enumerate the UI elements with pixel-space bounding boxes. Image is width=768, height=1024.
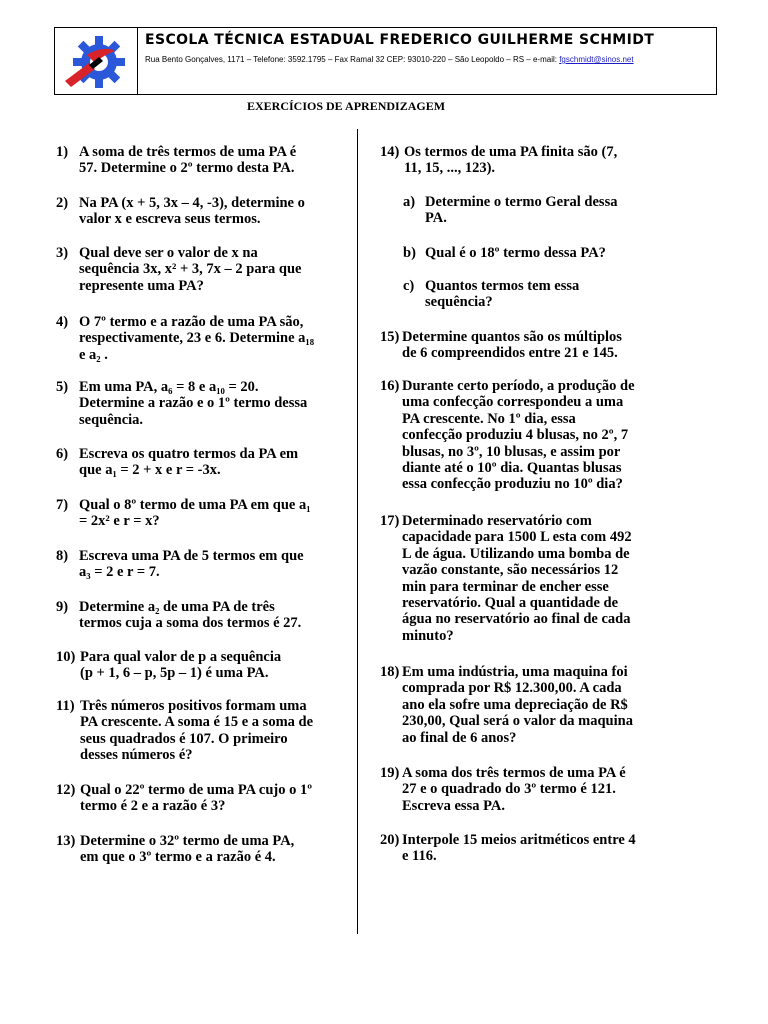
- exercise-1-line: A soma de três termos de uma PA é: [79, 144, 297, 160]
- exercise-11: [56, 698, 350, 764]
- exercise-14-part-a-line: Determine o termo Geral dessa: [425, 194, 618, 210]
- exercise-17-line: min para terminar de encher esse: [402, 578, 609, 595]
- exercise-18-line: ano ela sofre uma depreciação de R$: [402, 696, 628, 713]
- address-text: Rua Bento Gonçalves, 1171 – Telefone: 3592.1795 – Fax Ramal 32 CEP: 93010-220 – São Leopoldo – RS – e-mail:: [145, 55, 560, 64]
- exercise-18-line: Em uma indústria, uma maquina foi: [402, 664, 628, 680]
- exercise-3: [56, 245, 349, 294]
- exercise-20: [380, 832, 672, 865]
- exercise-18-number: 18): [380, 664, 400, 680]
- exercise-6: [56, 446, 349, 479]
- exercise-20-number: 20): [380, 832, 400, 848]
- email-link[interactable]: fgschmidt@sinos.net: [559, 55, 634, 64]
- exercise-8-line: a₃ = 2 e r = 7.: [79, 564, 160, 581]
- exercise-13: [56, 833, 350, 866]
- exercise-17-line: L de água. Utilizando uma bomba de: [402, 545, 630, 562]
- exercise-2-number: 2): [56, 195, 69, 211]
- exercise-19-number: 19): [380, 765, 400, 781]
- exercise-15: [380, 329, 672, 362]
- exercise-16-line: PA crescente. No 1º dia, essa: [402, 410, 576, 427]
- exercise-12: [56, 782, 350, 815]
- header-divider: [137, 28, 138, 94]
- exercise-9: [56, 599, 349, 632]
- exercise-19: [380, 765, 672, 814]
- exercise-19-line: A soma dos três termos de uma PA é: [402, 765, 626, 781]
- exercise-11-line: PA crescente. A soma é 15 e a soma de: [80, 714, 314, 731]
- exercise-16-line: confecção produziu 4 blusas, no 2º, 7: [402, 427, 629, 444]
- exercise-18-line: comprada por R$ 12.300,00. A cada: [402, 680, 622, 697]
- exercise-4-line: e a₂ .: [79, 346, 108, 363]
- exercise-5-line: Determine a razão e o 1º termo dessa: [79, 395, 308, 412]
- exercise-17-line: vazão constante, são necessários 12: [402, 562, 619, 579]
- exercise-17-line: água no reservatório ao final de cada: [402, 611, 631, 628]
- exercise-4-line: O 7º termo e a razão de uma PA são,: [79, 314, 304, 330]
- exercise-6-line: que a₁ = 2 + x e r = -3x.: [79, 462, 221, 479]
- exercise-10: [56, 649, 350, 682]
- exercise-8-line: Escreva uma PA de 5 termos em que: [79, 548, 304, 564]
- exercise-17: [380, 513, 672, 644]
- exercise-15-line: de 6 compreendidos entre 21 e 145.: [402, 345, 618, 362]
- exercise-14-line: 11, 15, ..., 123).: [404, 160, 496, 177]
- exercise-8: [56, 548, 349, 581]
- exercise-14: [380, 144, 674, 177]
- exercise-18-line: 230,00, Qual será o valor da maquina: [402, 713, 633, 730]
- exercise-16-line: uma confecção correspondeu a uma: [402, 394, 624, 411]
- exercise-4-number: 4): [56, 314, 69, 330]
- exercise-17-line: Determinado reservatório com: [402, 513, 592, 529]
- exercise-9-line: Determine a₂ de uma PA de três: [79, 599, 275, 615]
- exercise-7-line: Qual o 8º termo de uma PA em que a₁: [79, 497, 311, 513]
- exercise-17-number: 17): [380, 513, 400, 529]
- exercise-12-line: Qual o 22º termo de uma PA cujo o 1º: [80, 782, 313, 798]
- exercise-15-line: Determine quantos são os múltiplos: [402, 329, 622, 345]
- exercise-14-part-a-line: PA.: [425, 210, 447, 227]
- school-address: [145, 55, 634, 64]
- exercise-12-line: termo é 2 e a razão é 3?: [80, 798, 226, 815]
- exercise-1-number: 1): [56, 144, 69, 160]
- exercise-14-part-c-line: Quantos termos tem essa: [425, 278, 580, 294]
- exercise-13-line: em que o 3º termo e a razão é 4.: [80, 849, 276, 866]
- exercise-2-line: Na PA (x + 5, 3x – 4, -3), determine o: [79, 195, 305, 211]
- exercise-1-line: 57. Determine o 2º termo desta PA.: [79, 160, 295, 177]
- exercise-14-part-c-line: sequência?: [425, 294, 493, 311]
- exercise-19-line: Escreva essa PA.: [402, 797, 505, 814]
- exercise-5-line: Em uma PA, a₆ = 8 e a₁₀ = 20.: [79, 379, 259, 395]
- exercise-10-line: (p + 1, 6 – p, 5p – 1) é uma PA.: [80, 665, 269, 682]
- exercise-14-line: Os termos de uma PA finita são (7,: [404, 144, 618, 160]
- exercise-7: [56, 497, 349, 530]
- exercise-16-line: essa confecção produziu no 10º dia?: [402, 476, 623, 493]
- exercise-16-line: blusas, no 3º, 10 blusas, e assim por: [402, 443, 621, 460]
- exercise-16-number: 16): [380, 378, 400, 394]
- page-title: EXERCÍCIOS DE APRENDIZAGEM: [247, 99, 446, 113]
- exercise-11-line: desses números é?: [80, 747, 193, 764]
- exercise-14-part-c: [403, 278, 655, 311]
- exercise-3-line: sequência 3x, x² + 3, 7x – 2 para que: [79, 261, 302, 278]
- exercise-13-line: Determine o 32º termo de uma PA,: [80, 833, 295, 849]
- exercise-17-line: reservatório. Qual a quantidade de: [402, 595, 619, 612]
- exercise-9-line: termos cuja a soma dos termos é 27.: [79, 615, 302, 632]
- exercise-4: [56, 314, 349, 363]
- exercise-18: [380, 664, 672, 746]
- exercise-4-line: respectivamente, 23 e 6. Determine a₁₈: [79, 330, 315, 347]
- exercise-14-part-b-line: Qual é o 18º termo dessa PA?: [425, 245, 606, 261]
- exercise-9-number: 9): [56, 599, 69, 615]
- exercise-11-line: Três números positivos formam uma: [80, 698, 307, 714]
- exercise-7-line: = 2x² e r = x?: [79, 513, 160, 530]
- school-header: [54, 27, 717, 95]
- exercise-12-number: 12): [56, 782, 76, 798]
- exercise-3-line: represente uma PA?: [79, 277, 204, 294]
- exercise-3-number: 3): [56, 245, 69, 261]
- exercise-5-number: 5): [56, 379, 69, 395]
- column-divider: [357, 129, 358, 934]
- exercise-11-number: 11): [56, 698, 75, 714]
- exercise-13-number: 13): [56, 833, 76, 849]
- exercise-14-part-c-number: c): [403, 278, 415, 294]
- exercise-5-line: sequência.: [79, 411, 144, 428]
- exercise-6-line: Escreva os quatro termos da PA em: [79, 446, 299, 462]
- exercise-5: [56, 379, 349, 428]
- exercise-20-line: Interpole 15 meios aritméticos entre 4: [402, 832, 636, 848]
- exercise-7-number: 7): [56, 497, 69, 513]
- exercise-19-line: 27 e o quadrado do 3º termo é 121.: [402, 781, 616, 798]
- exercise-17-line: capacidade para 1500 L esta com 492: [402, 529, 632, 546]
- exercise-18-line: ao final de 6 anos?: [402, 729, 517, 746]
- exercise-10-number: 10): [56, 649, 76, 665]
- exercise-16: [380, 378, 672, 493]
- school-gear-logo-icon: [59, 33, 133, 91]
- exercise-8-number: 8): [56, 548, 69, 564]
- exercise-14-part-b: [403, 245, 655, 261]
- exercise-20-line: e 116.: [402, 848, 437, 865]
- exercise-14-part-a: [403, 194, 655, 227]
- exercise-16-line: diante até o 10º dia. Quantas blusas: [402, 460, 622, 477]
- exercise-14-part-b-number: b): [403, 245, 416, 261]
- exercise-10-line: Para qual valor de p a sequência: [80, 649, 282, 665]
- exercise-16-line: Durante certo período, a produção de: [402, 378, 635, 394]
- exercise-2: [56, 195, 349, 228]
- exercise-17-line: minuto?: [402, 627, 454, 644]
- exercise-2-line: valor x e escreva seus termos.: [79, 211, 261, 228]
- exercise-1: [56, 144, 349, 177]
- exercise-6-number: 6): [56, 446, 69, 462]
- exercise-14-part-a-number: a): [403, 194, 416, 210]
- exercise-14-number: 14): [380, 144, 400, 160]
- school-name: ESCOLA TÉCNICA ESTADUAL FREDERICO GUILHERME SCHMIDT: [145, 32, 655, 48]
- exercise-11-line: seus quadrados é 107. O primeiro: [80, 730, 288, 747]
- exercise-3-line: Qual deve ser o valor de x na: [79, 245, 258, 261]
- exercise-15-number: 15): [380, 329, 400, 345]
